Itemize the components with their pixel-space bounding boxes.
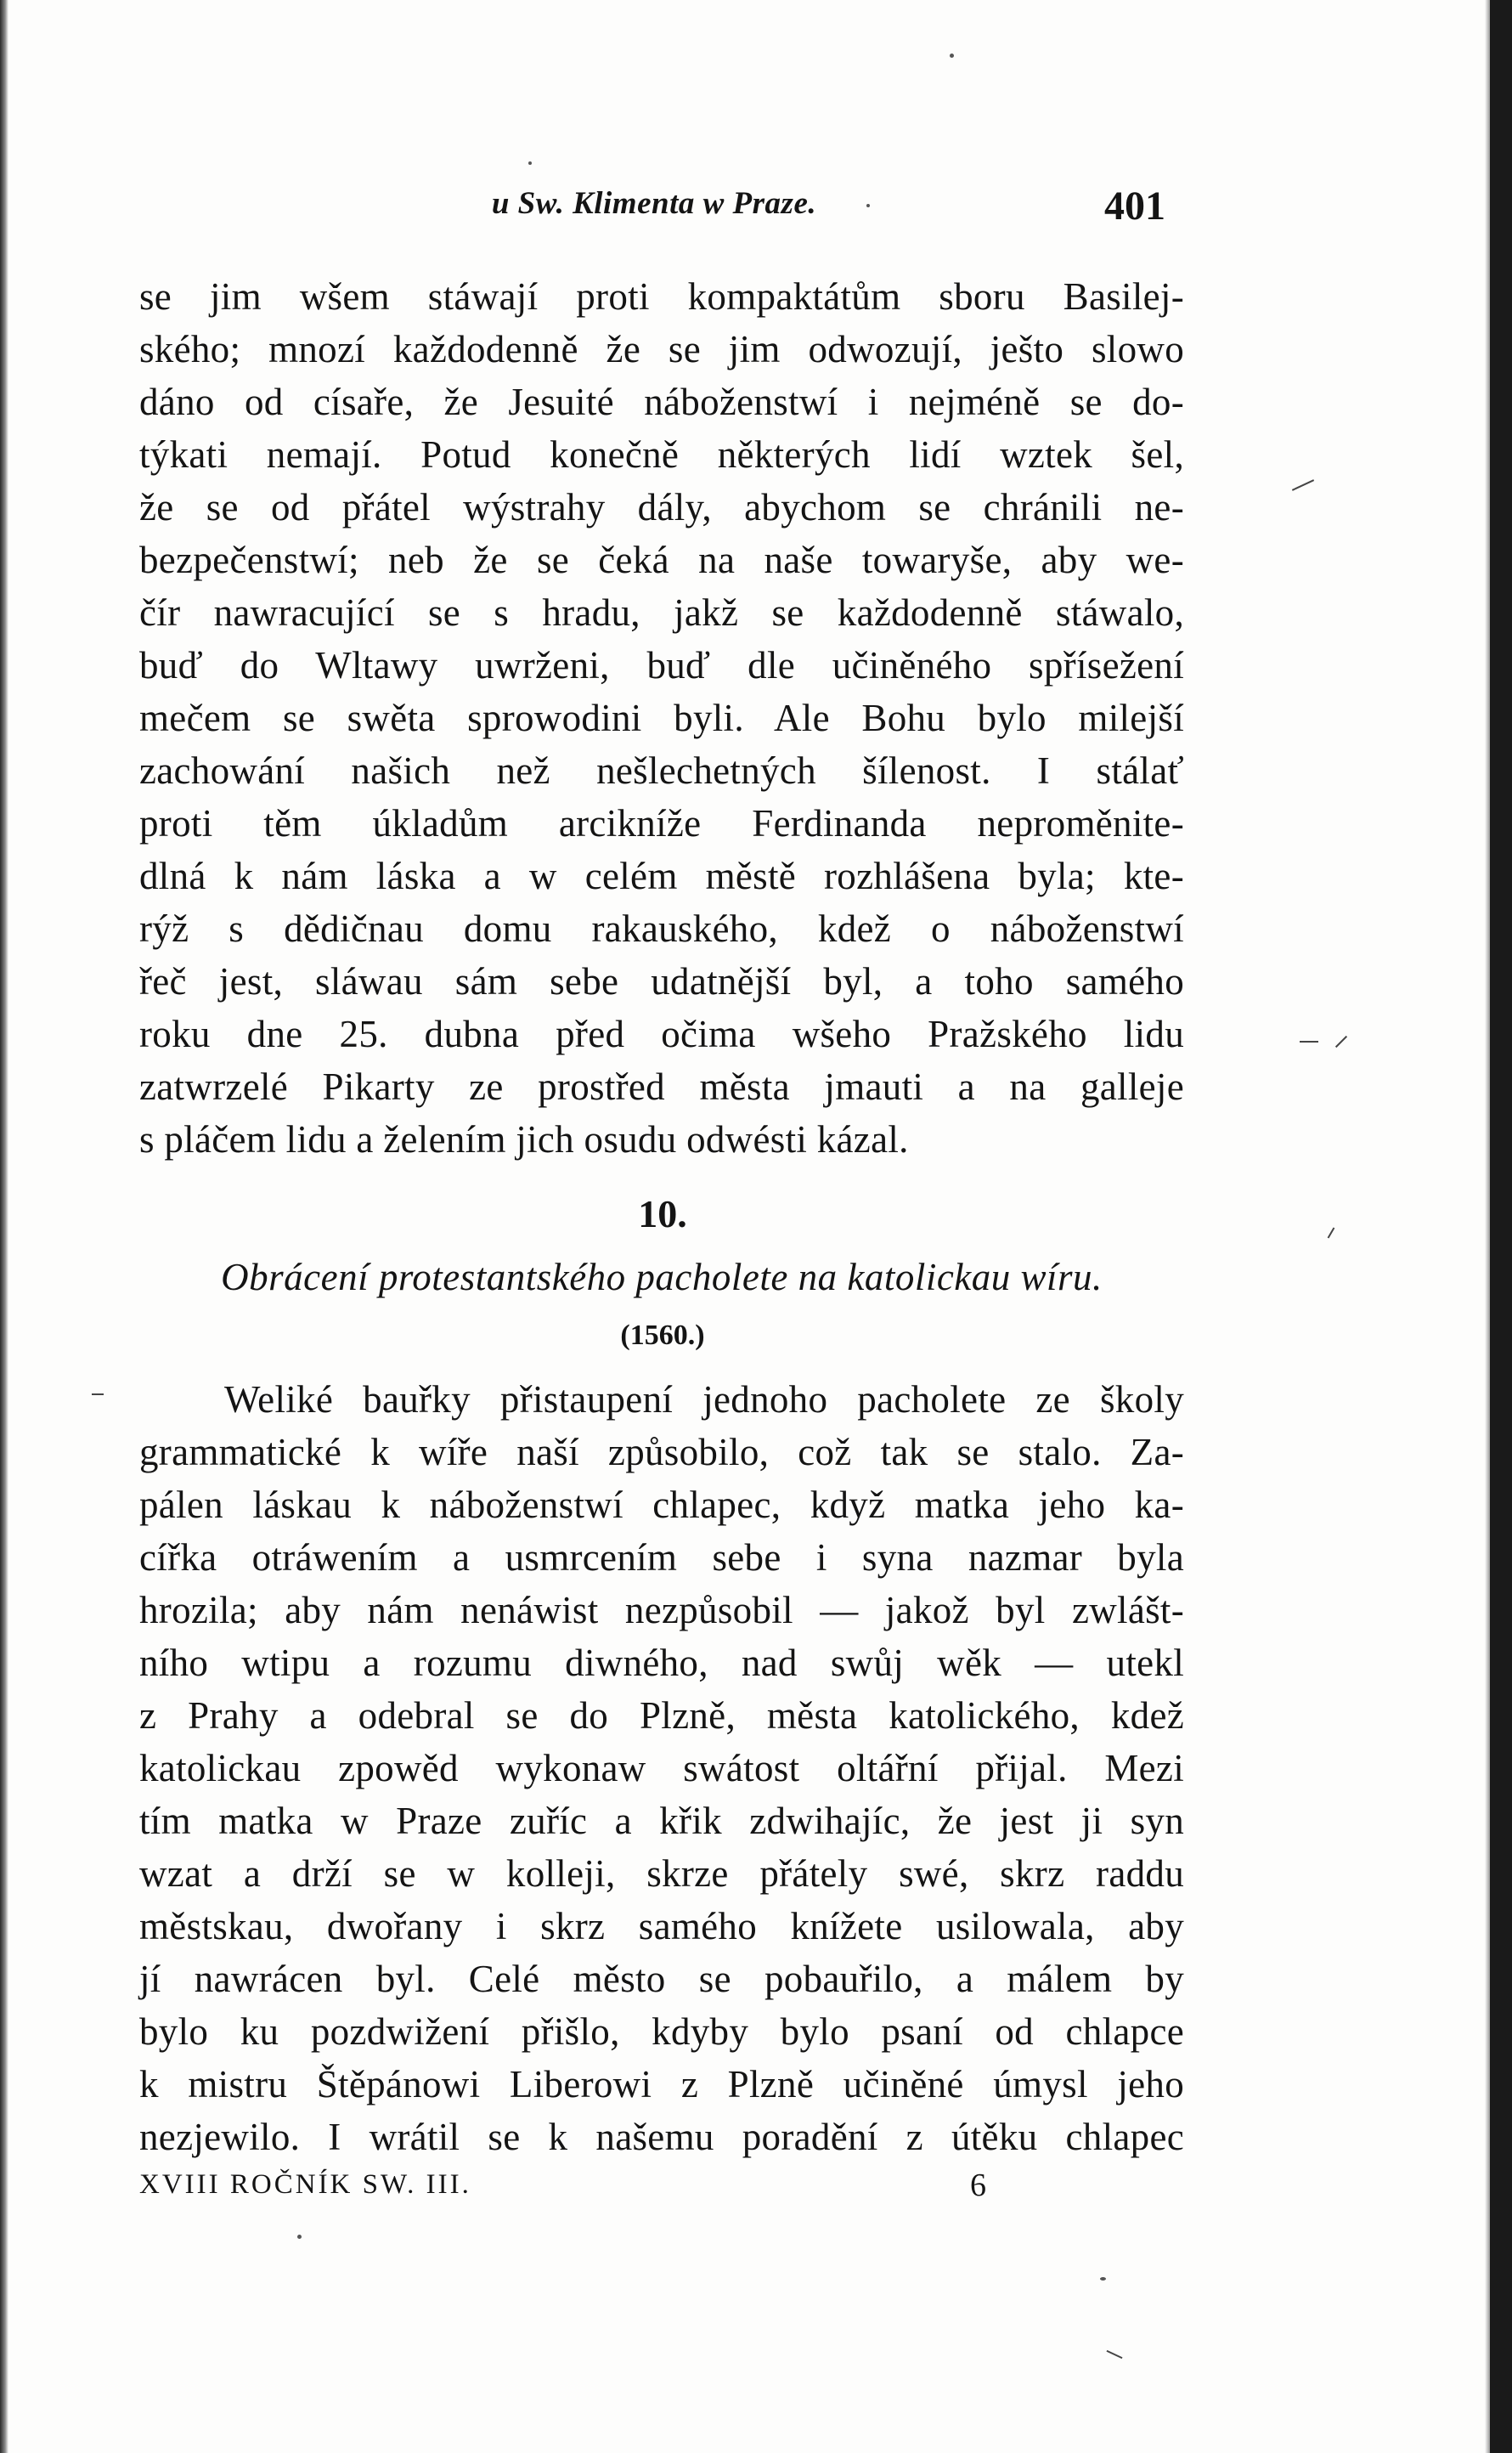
page-edge-right — [1490, 0, 1512, 2453]
text-line: mečem se swěta sprowodini byli. Ale Bohu bylo milejší — [139, 697, 1184, 739]
text-line: grammatické k wíře naší způsobilo, což tak se stalo. Za- — [139, 1431, 1184, 1473]
page-number: 401 — [1104, 184, 1165, 229]
text-line: se jim wšem stáwají proti kompaktátům sboru Basilej- — [139, 275, 1184, 318]
text-line: bylo ku pozdwižení přišlo, kdyby bylo psaní od chlapce — [139, 2010, 1184, 2053]
text-line: zatwrzelé Pikarty ze prostřed města jmauti a na galleje — [139, 1065, 1184, 1108]
printer-signature: XVIII ROČNÍK SW. III. — [139, 2169, 471, 2200]
scan-speck — [297, 2235, 302, 2239]
scan-mark — [1300, 1041, 1318, 1043]
scan-speck — [866, 204, 870, 207]
text-line: týkati nemají. Potud konečně některých lidí wztek šel, — [139, 433, 1184, 476]
text-line: ního wtipu a rozumu diwného, nad swůj wěk — utekl — [139, 1642, 1184, 1684]
text-line: Weliké bauřky přistaupení jednoho pacholete ze školy — [224, 1378, 1184, 1421]
text-line: nezjewilo. I wrátil se k našemu poradění z útěku chlapec — [139, 2116, 1184, 2158]
text-line: že se od přátel wýstrahy dály, abychom se chránili ne- — [139, 486, 1184, 528]
text-line: cířka otráwením a usmrcením sebe i syna nazmar byla — [139, 1536, 1184, 1579]
text-line: s pláčem lidu a želením jich osudu odwésti kázal. — [139, 1118, 909, 1161]
running-head: u Sw. Klimenta w Praze. — [491, 186, 817, 221]
text-line: k mistru Štěpánowi Liberowi z Plzně učiněné úmysl jeho — [139, 2063, 1184, 2105]
text-line: pálen láskau k náboženstwí chlapec, když matka jeho ka- — [139, 1484, 1184, 1526]
scan-mark — [92, 1393, 104, 1395]
scan-mark — [1335, 1036, 1347, 1048]
text-line: buď do Wltawy uwrženi, buď dle učiněného spřísežení — [139, 644, 1184, 687]
text-line: roku dne 25. dubna před očima wšeho Pražského lidu — [139, 1013, 1184, 1055]
scan-mark — [1292, 479, 1314, 491]
section-title: Obrácení protestantského pacholete na katolickau wíru. — [221, 1256, 1103, 1298]
text-line: z Prahy a odebral se do Plzně, města katolického, kdež — [139, 1694, 1184, 1737]
scan-speck — [950, 54, 954, 58]
text-line: městskau, dwořany i skrz samého knížete usilowala, aby — [139, 1905, 1184, 1947]
text-line: katolickau zpowěd wykonaw swátost oltářní přijal. Mezi — [139, 1747, 1184, 1789]
scan-speck — [528, 161, 532, 165]
scan-speck — [1100, 2277, 1106, 2281]
text-line: rýž s dědičnau domu rakauského, kdež o náboženstwí — [139, 907, 1184, 950]
text-line: wzat a drží se w kolleji, skrze přátely swé, skrz raddu — [139, 1852, 1184, 1895]
text-line: řeč jest, sláwau sám sebe udatnější byl, a toho samého — [139, 960, 1184, 1003]
text-line: jí nawrácen byl. Celé město se pobauřilo, a málem by — [139, 1958, 1184, 2000]
section-year: (1560.) — [620, 1320, 705, 1351]
text-line: čír nawracující se s hradu, jakž se každodenně stáwalo, — [139, 591, 1184, 634]
text-line: bezpečenstwí; neb že se čeká na naše towaryše, aby we- — [139, 539, 1184, 581]
text-line: dáno od císaře, že Jesuité náboženstwí i nejméně se do- — [139, 381, 1184, 423]
paragraph-2 — [139, 1373, 1184, 2163]
paragraph-1 — [139, 270, 1184, 1166]
text-line: ského; mnozí každodenně že se jim odwozují, ješto slowo — [139, 328, 1184, 370]
section-number: 10. — [638, 1192, 687, 1235]
text-line: dlná k nám láska a w celém městě rozhlášena byla; kte- — [139, 855, 1184, 897]
text-line: tím matka w Praze zuříc a křik zdwihajíc, že jest ji syn — [139, 1800, 1184, 1842]
text-line: proti těm úkladům arcikníže Ferdinanda neproměnite- — [139, 802, 1184, 845]
signature-number: 6 — [970, 2168, 986, 2203]
scan-mark — [1328, 1227, 1335, 1238]
scan-mark — [1107, 2350, 1123, 2359]
text-line: hrozila; aby nám nenáwist nezpůsobil — jakož byl zwlášt- — [139, 1589, 1184, 1631]
text-line: zachowání našich než nešlechetných šílenost. I stálať — [139, 749, 1184, 792]
